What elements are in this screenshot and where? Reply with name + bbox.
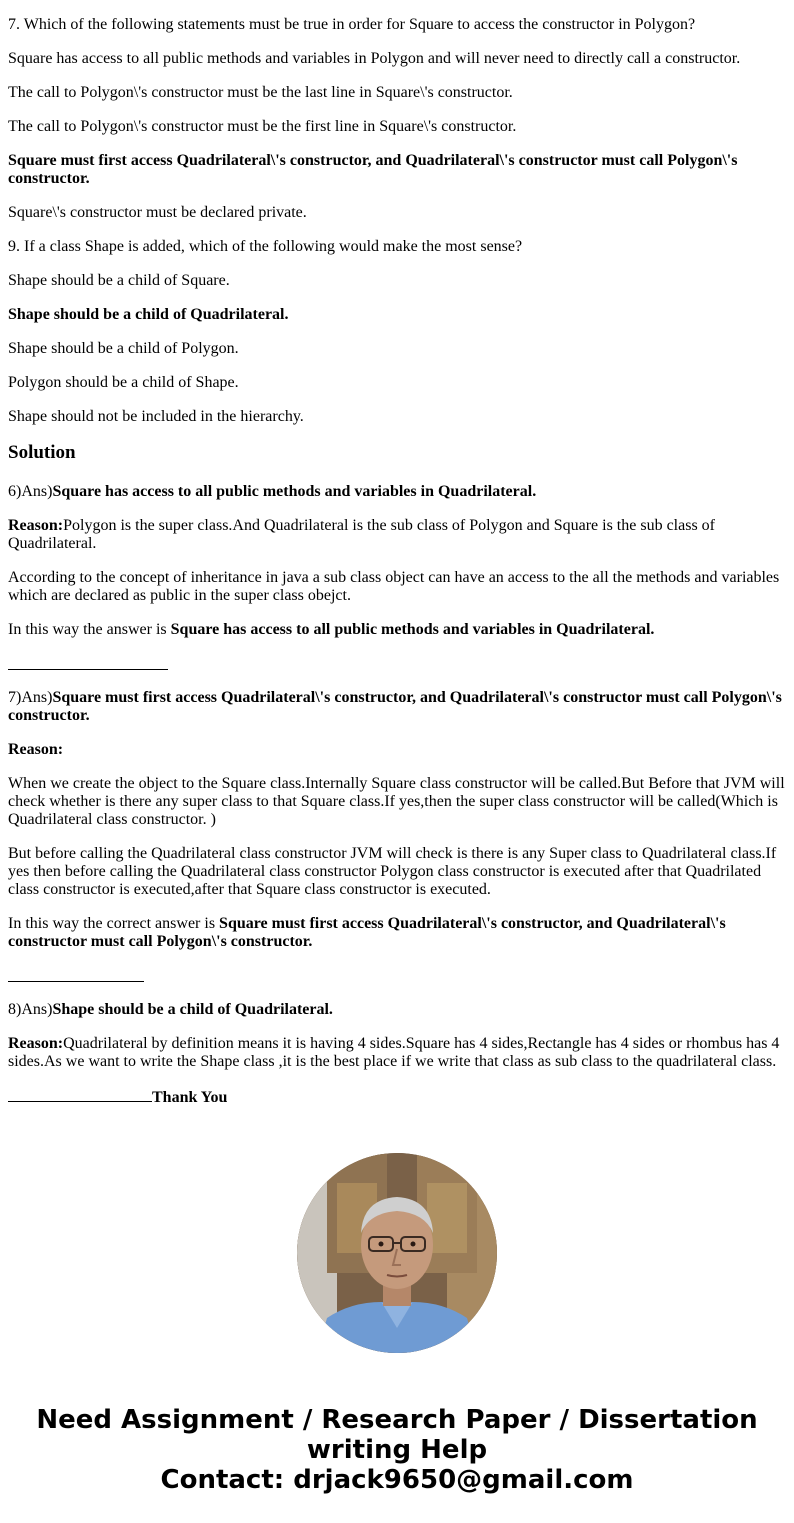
question-7-option-2: The call to Polygon\'s constructor must be the last line in Square\'s constructor. <box>8 84 513 101</box>
answer-7-conclusion-prefix: In this way the correct answer is <box>8 915 220 932</box>
separator-rule-2 <box>8 967 144 982</box>
answer-7-line <box>8 689 786 725</box>
answer-6-reason <box>8 517 786 553</box>
answer-7-reason-label: Reason: <box>8 741 64 758</box>
question-7 <box>8 16 786 222</box>
question-9-option-3: Shape should be a child of Polygon. <box>8 340 239 357</box>
avatar-photo <box>297 1153 497 1353</box>
separator-1 <box>8 655 786 673</box>
answer-6 <box>8 483 786 673</box>
answer-7-reason-label-row <box>8 741 786 759</box>
answer-6-text: Square has access to all public methods and variables in Quadrilateral. <box>52 483 537 500</box>
answer-6-conclusion <box>8 621 786 639</box>
thank-you-row <box>8 1087 786 1107</box>
separator-2 <box>8 967 786 985</box>
question-7-option-4-text: Square must first access Quadrilateral\'s constructor, and Quadrilateral\'s constructor must call Polygon\'s constructor. <box>8 152 738 187</box>
answer-7-text: Square must first access Quadrilateral\'s constructor, and Quadrilateral\'s constructor must call Polygon\'s constructor. <box>8 689 782 724</box>
question-7-option-3: The call to Polygon\'s constructor must be the first line in Square\'s constructor. <box>8 118 517 135</box>
answer-6-reason-text: Polygon is the super class.And Quadrilateral is the sub class of Polygon and Square is the sub class of Quadrilateral. <box>8 517 716 552</box>
answer-6-conclusion-text: Square has access to all public methods and variables in Quadrilateral. <box>170 621 655 638</box>
answer-7-conclusion <box>8 915 786 951</box>
answer-7-conclusion-text: Square must first access Quadrilateral\'s constructor, and Quadrilateral\'s constructor must call Polygon\'s constructor. <box>8 915 726 950</box>
answer-8-line <box>8 1001 786 1019</box>
answer-6-prefix: 6)Ans) <box>8 483 53 500</box>
question-7-option-1: Square has access to all public methods and variables in Polygon and will never need to directly call a constructor. <box>8 50 741 67</box>
question-9-option-5: Shape should not be included in the hierarchy. <box>8 408 304 425</box>
question-9-option-1: Shape should be a child of Square. <box>8 272 230 289</box>
answer-6-reason-label: Reason: <box>8 517 64 534</box>
question-9-prompt: 9. If a class Shape is added, which of the following would make the most sense? <box>8 238 523 255</box>
question-9-option-4: Polygon should be a child of Shape. <box>8 374 239 391</box>
answer-6-conclusion-prefix: In this way the answer is <box>8 621 171 638</box>
answer-7-explanation-2: But before calling the Quadrilateral class constructor JVM will check is there is any Super class to Quadrilateral class.If yes then before calling the Quadrilateral class constructor Polygon class constructor is executed after that Quadrilated class constructor is executed,after that Square class constructor is executed. <box>8 845 777 898</box>
question-7-option-5: Square\'s constructor must be declared private. <box>8 204 307 221</box>
question-9-option-2-correct <box>8 306 786 324</box>
answer-8-reason <box>8 1035 786 1071</box>
answer-8 <box>8 1001 786 1107</box>
answer-6-explanation: According to the concept of inheritance in java a sub class object can have an access to the all the methods and variables which are declared as public in the super class obejct. <box>8 569 780 604</box>
solution-heading: Solution <box>8 442 76 463</box>
promo-banner <box>8 1405 786 1495</box>
answer-8-text: Shape should be a child of Quadrilateral. <box>52 1001 333 1018</box>
question-9 <box>8 238 786 426</box>
answer-8-reason-label: Reason: <box>8 1035 64 1052</box>
answer-6-line <box>8 483 786 501</box>
question-7-prompt: 7. Which of the following statements must be true in order for Square to access the constructor in Polygon? <box>8 16 696 33</box>
answer-8-reason-text: Quadrilateral by definition means it is having 4 sides.Square has 4 sides,Rectangle has 4 sides or rhombus has 4 sides.As we want to write the Shape class ,it is the best place if we write that class as sub class to the quadrilateral class. <box>8 1035 780 1070</box>
answer-7-explanation-1: When we create the object to the Square class.Internally Square class constructor will be called.But Before that JVM will check whether is there any super class to that Square class.If yes,then the super class constructor will be called(Which is Quadrilateral class constructor. ) <box>8 775 785 828</box>
answer-7 <box>8 689 786 985</box>
answer-8-prefix: 8)Ans) <box>8 1001 53 1018</box>
question-7-option-4-correct <box>8 152 786 188</box>
thank-you-text: Thank You <box>152 1089 228 1106</box>
question-9-option-2-text: Shape should be a child of Quadrilateral. <box>8 306 289 323</box>
promo-contact: Contact: drjack9650@gmail.com <box>160 1465 634 1495</box>
separator-rule-1 <box>8 655 168 670</box>
separator-rule-3 <box>8 1087 152 1102</box>
promo-line-1: Need Assignment / Research Paper / Dissertation <box>36 1405 758 1435</box>
answer-7-prefix: 7)Ans) <box>8 689 53 706</box>
avatar <box>297 1153 497 1353</box>
promo-line-2: writing Help <box>306 1435 488 1465</box>
